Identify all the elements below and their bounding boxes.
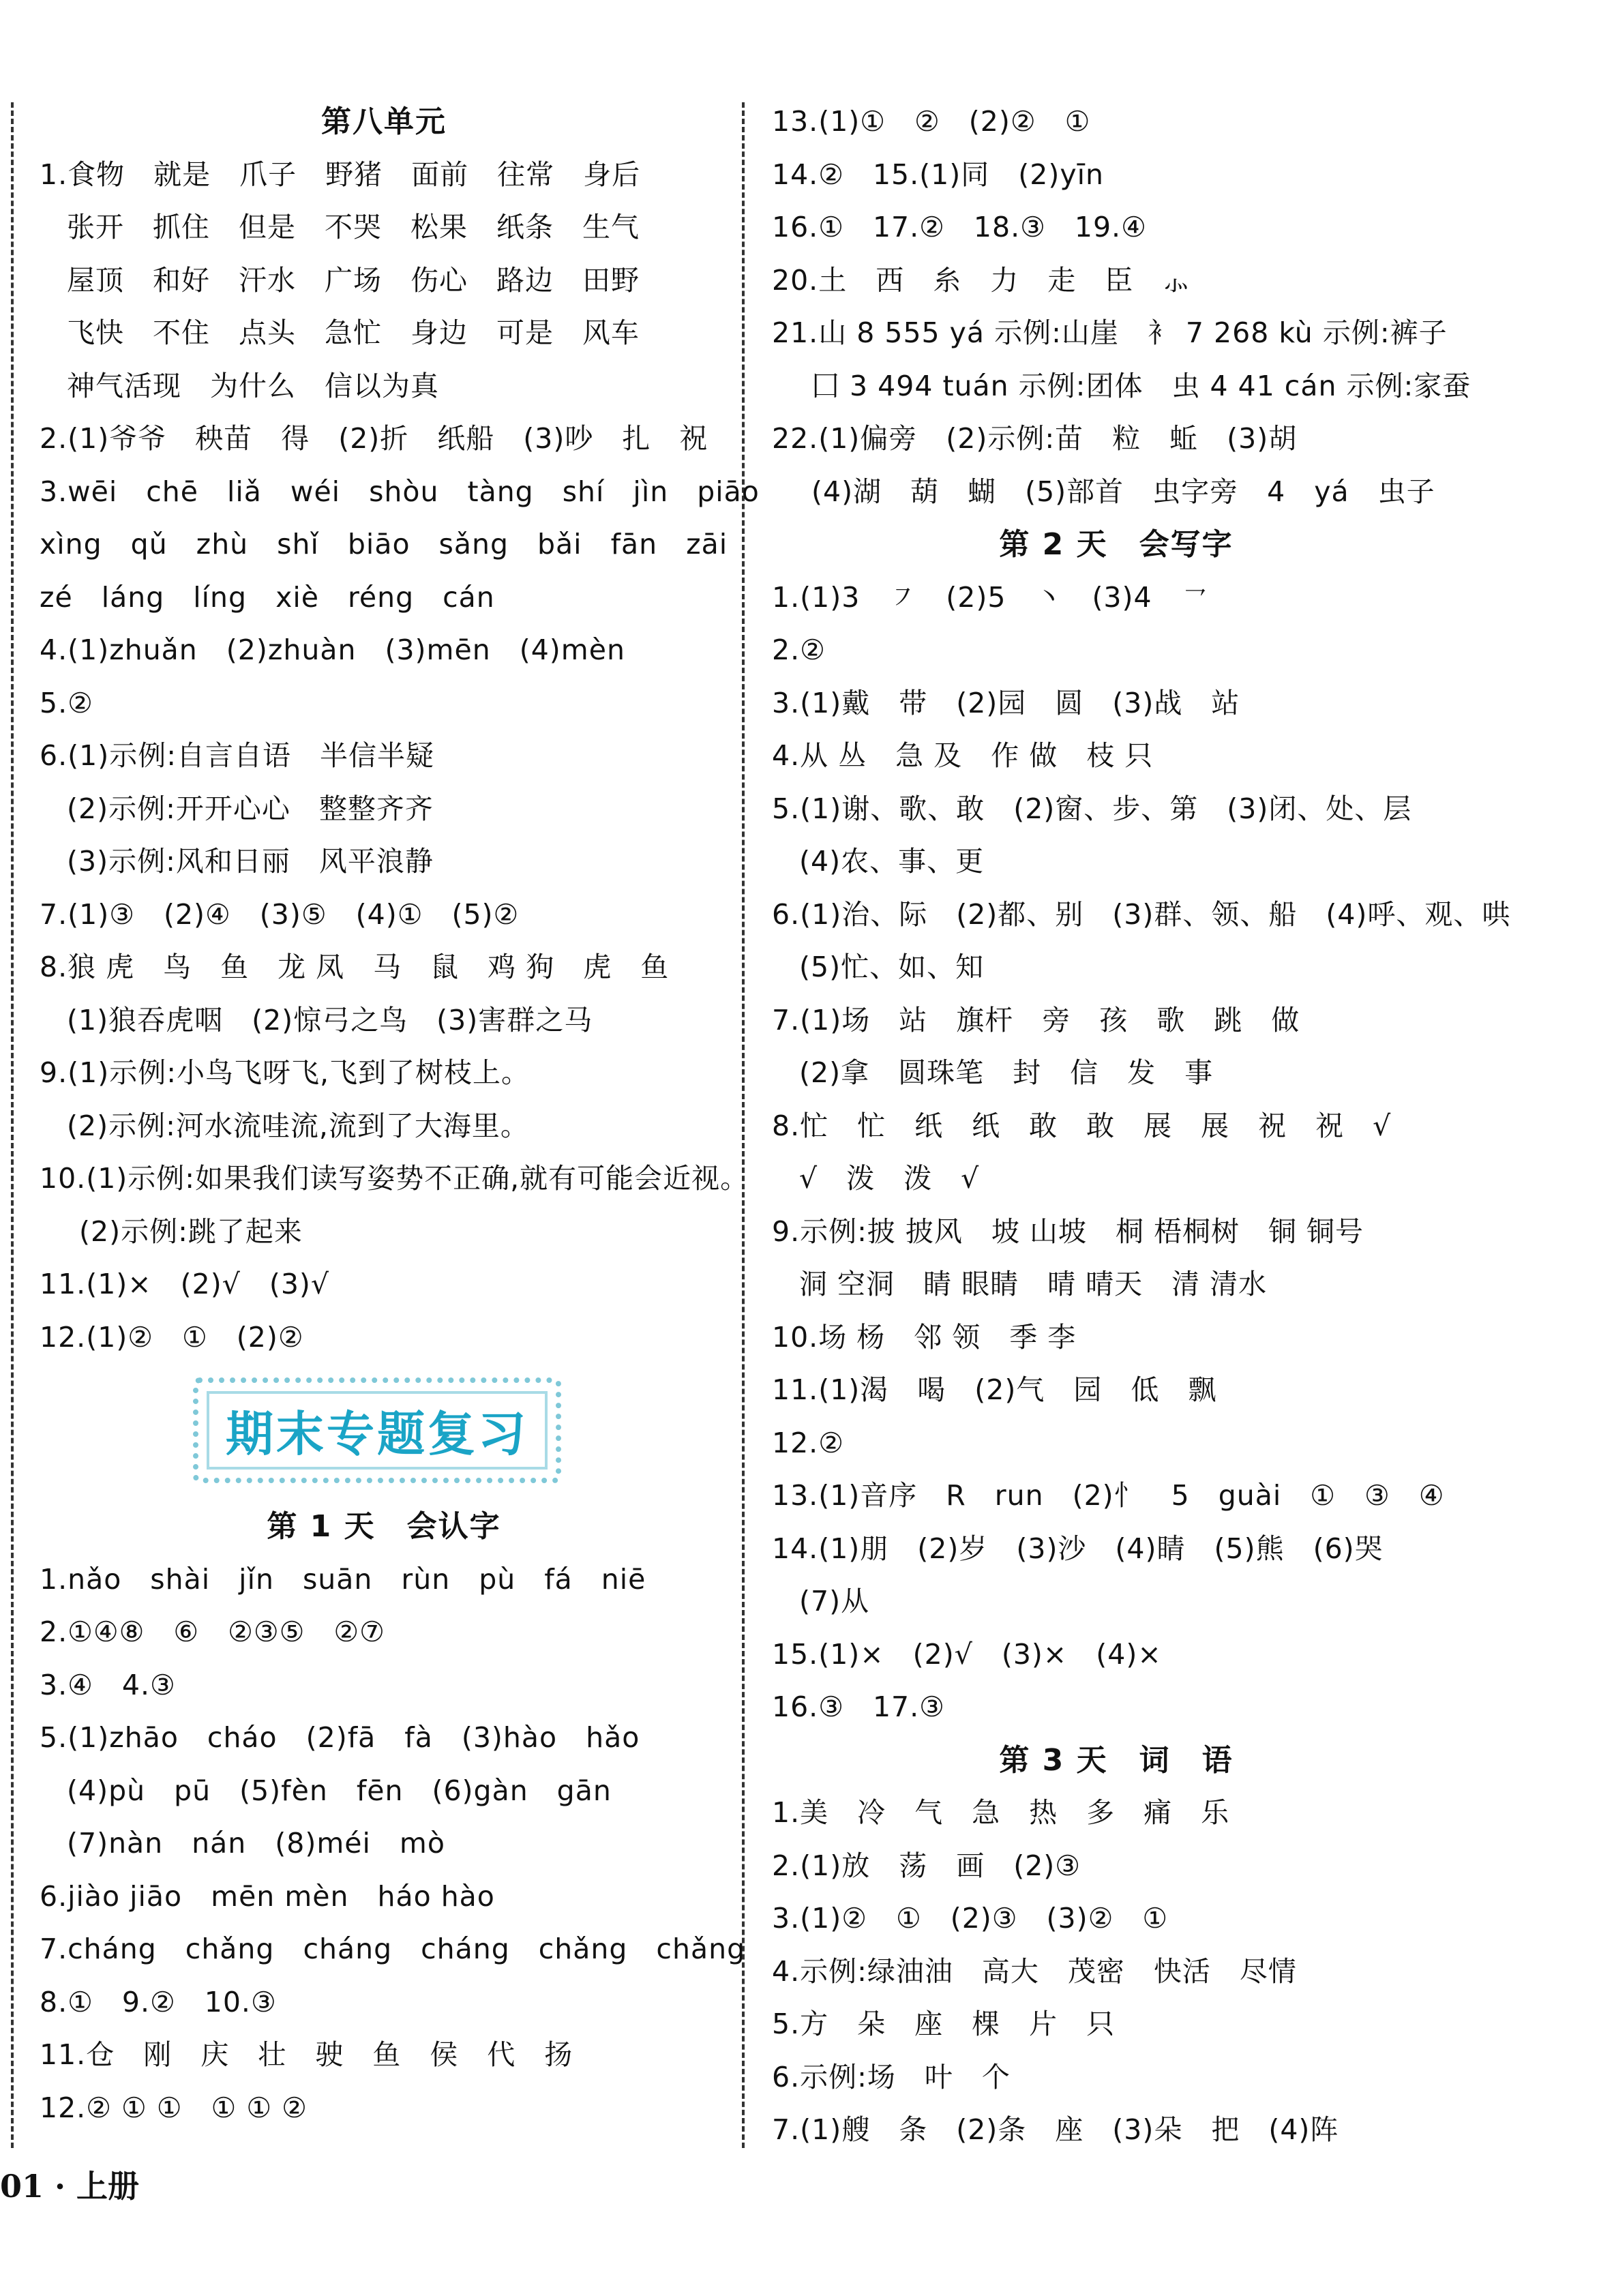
answer-line: zé láng líng xiè réng cán [40, 580, 495, 614]
answer-line: 1.(1)3 ㇇ (2)5 丶 (3)4 ㇖ [772, 580, 1210, 614]
unit-8-title: 第八单元 [321, 104, 447, 139]
answer-line: 2.(1)放 荡 画 (2)③ [772, 1849, 1081, 1882]
answer-line: 8.忙 忙 纸 纸 敢 敢 展 展 祝 祝 √ [772, 1109, 1392, 1142]
answer-line: 11.(1)渴 喝 (2)气 园 低 飘 [772, 1373, 1217, 1406]
answer-line: 3.(1)戴 带 (2)园 圆 (3)战 站 [772, 686, 1240, 719]
answer-line: 3.wēi chē liǎ wéi shòu tàng shí jìn piāo [40, 475, 760, 508]
answer-line: (4)湖 葫 蝴 (5)部首 虫字旁 4 yá 虫子 [811, 475, 1435, 508]
answer-line: 5.方 朵 座 棵 片 只 [772, 2008, 1116, 2040]
answer-line: (5)忙、如、知 [799, 951, 985, 983]
answer-line: 张开 抓住 但是 不哭 松果 纸条 生气 [67, 211, 640, 243]
answer-line: 20.土 西 糸 力 走 臣 ⺗ [772, 263, 1191, 297]
answer-line: 6.示例:场 叶 个 [772, 2060, 1011, 2093]
answer-line: 6.(1)治、际 (2)都、别 (3)群、领、船 (4)呼、观、哄 [772, 897, 1511, 931]
answer-line: 囗 3 494 tuán 示例:团体 虫 4 41 cán 示例:家蚕 [811, 369, 1471, 402]
answer-line: 神气活现 为什么 信以为真 [67, 369, 439, 402]
answer-line: 7.(1)艘 条 (2)条 座 (3)朵 把 (4)阵 [772, 2113, 1339, 2146]
answer-line: (2)示例:河水流哇流,流到了大海里。 [67, 1109, 529, 1142]
answer-line: 10.场 杨 邻 领 季 李 [772, 1320, 1077, 1354]
answer-line: 2.(1)爷爷 秧苗 得 (2)折 纸船 (3)吵 扎 祝 [40, 422, 708, 455]
answer-line: 14.(1)朋 (2)岁 (3)沙 (4)睛 (5)熊 (6)哭 [772, 1532, 1384, 1565]
answer-line: 4.从 丛 急 及 作 做 枝 只 [772, 739, 1154, 772]
answer-line: (2)示例:开开心心 整整齐齐 [67, 792, 434, 825]
answer-line: xìng qǔ zhù shǐ biāo sǎng bǎi fān zāi [40, 528, 728, 561]
answer-line: 3.(1)② ① (2)③ (3)② ① [772, 1902, 1169, 1935]
left-dashed-border [11, 102, 14, 2148]
answer-line: 12.② [772, 1426, 844, 1459]
answer-line: 飞快 不住 点头 急忙 身边 可是 风车 [67, 316, 640, 349]
answer-line: 12.② ① ① ① ① ② [40, 2091, 308, 2124]
answer-line: 1.食物 就是 爪子 野猪 面前 往常 身后 [40, 158, 641, 191]
answer-line: 21.山 8 555 yá 示例:山崖 衤 7 268 kù 示例:裤子 [772, 316, 1448, 349]
answer-line: 5.② [40, 686, 93, 719]
answer-line: 5.(1)zhāo cháo (2)fā fà (3)hào hǎo [40, 1721, 640, 1754]
answer-line: 11.仓 刚 庆 壮 驶 鱼 侯 代 扬 [40, 2038, 573, 2071]
answer-line: 6.(1)示例:自言自语 半信半疑 [40, 739, 435, 772]
answer-line: √ 泼 泼 √ [799, 1162, 980, 1195]
answer-line: 7.(1)场 站 旗杆 旁 孩 歌 跳 做 [772, 1003, 1300, 1037]
answer-line: 8.狼 虎 鸟 鱼 龙 凤 马 鼠 鸡 狗 虎 鱼 [40, 951, 670, 983]
day-2-title: 第 2 天 会写字 [999, 527, 1234, 562]
answer-line: 13.(1)① ② (2)② ① [772, 105, 1091, 138]
review-banner-wrap [40, 1364, 728, 1500]
answer-line: 2.①④⑧ ⑥ ②③⑤ ②⑦ [40, 1615, 385, 1648]
answer-line: 15.(1)× (2)√ (3)× (4)× [772, 1637, 1162, 1671]
answer-line: 7.cháng chǎng cháng cháng chǎng chǎng [40, 1933, 746, 1965]
day-1-title: 第 1 天 会认字 [267, 1509, 501, 1544]
answer-line: 9.(1)示例:小鸟飞呀飞,飞到了树枝上。 [40, 1056, 530, 1089]
answer-line: 16.① 17.② 18.③ 19.④ [772, 211, 1147, 243]
answer-line: 16.③ 17.③ [772, 1690, 945, 1723]
answer-line: 屋顶 和好 汗水 广场 伤心 路边 田野 [67, 263, 640, 297]
answer-line: 3.④ 4.③ [40, 1668, 176, 1701]
day-3-title: 第 3 天 词 语 [999, 1742, 1234, 1778]
answer-line: 9.示例:披 披风 坡 山坡 桐 梧桐树 铜 铜号 [772, 1214, 1364, 1248]
answer-line: 4.(1)zhuǎn (2)zhuàn (3)mēn (4)mèn [40, 633, 625, 666]
answer-line: 1.美 冷 气 急 热 多 痛 乐 [772, 1796, 1230, 1829]
answer-line: (7)从 [799, 1585, 870, 1617]
answer-line: (7)nàn nán (8)méi mò [67, 1827, 445, 1860]
answer-line: 12.(1)② ① (2)② [40, 1320, 304, 1354]
answer-line: 2.② [772, 633, 826, 666]
banner-title: 期末专题复习 [226, 1406, 528, 1462]
answer-line: (2)拿 圆珠笔 封 信 发 事 [799, 1056, 1214, 1089]
answer-line: 5.(1)谢、歌、敢 (2)窗、步、第 (3)闭、处、层 [772, 792, 1412, 825]
answer-line: 22.(1)偏旁 (2)示例:苗 粒 蚯 (3)胡 [772, 422, 1298, 455]
answer-line: (2)示例:跳了起来 [79, 1214, 303, 1248]
review-banner [193, 1377, 561, 1483]
right-column [772, 95, 1511, 2157]
answer-line: 6.jiào jiāo mēn mèn háo hào [40, 1879, 495, 1913]
answer-line: 洞 空洞 睛 眼睛 晴 晴天 清 清水 [799, 1268, 1268, 1300]
answer-line: 8.① 9.② 10.③ [40, 1985, 277, 2018]
answer-line: 13.(1)音序 R run (2)忄 5 guài ① ③ ④ [772, 1479, 1445, 1512]
answer-line: 4.示例:绿油油 高大 茂密 快活 尽情 [772, 1954, 1297, 1988]
column-divider [742, 102, 745, 2148]
answer-line: (1)狼吞虎咽 (2)惊弓之鸟 (3)害群之马 [67, 1003, 593, 1037]
answer-line: 10.(1)示例:如果我们读写姿势不正确,就有可能会近视。 [40, 1162, 749, 1195]
answer-line: (4)pù pū (5)fèn fēn (6)gàn gān [67, 1774, 612, 1807]
answer-line: 7.(1)③ (2)④ (3)⑤ (4)① (5)② [40, 897, 520, 931]
answer-line: 1.nǎo shài jǐn suān rùn pù fá niē [40, 1562, 646, 1596]
answer-line: (3)示例:风和日丽 风平浪静 [67, 845, 434, 878]
left-column [40, 95, 760, 2134]
answer-line: 14.② 15.(1)同 (2)yīn [772, 158, 1104, 191]
answer-line: (4)农、事、更 [799, 845, 985, 878]
answer-line: 11.(1)× (2)√ (3)√ [40, 1268, 330, 1300]
page-footer: 01 · 上册 [0, 2168, 140, 2205]
